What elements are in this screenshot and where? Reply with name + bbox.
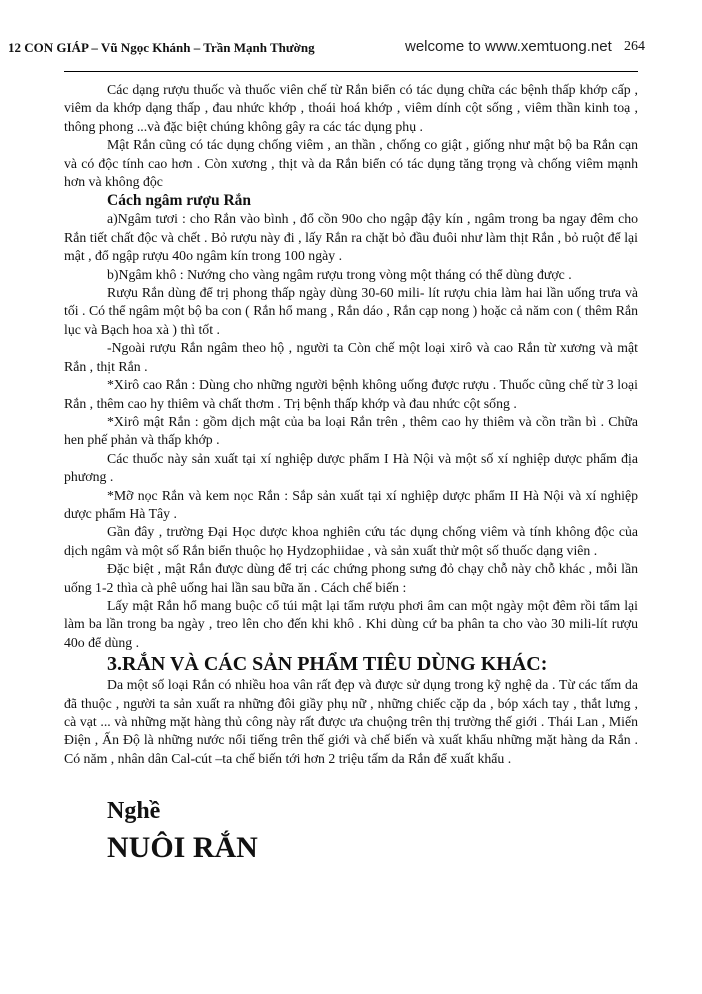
paragraph: Da một số loại Rắn có nhiều hoa vân rất đẹp và được sử dụng trong kỹ nghệ da . Từ các tấm da đã thuộc , người ta sản xuất ra những đôi giầy phụ nữ , những chiếc cặp da , bóp xách tay , thắt lưng , cà vạt ... và những mặt hàng thủ công này rất được ưa chuộng trên thị trường thế giới . Thái Lan , Miến Điện , Ấn Độ là những nước nổi tiếng trên thế giới và chế biến và xuất khẩu những mặt hàng da Rắn . Có năm , nhân dân Cal-cút –ta chế biến tới hơn 2 triệu tấm da Rắn để xuất khẩu . [64,677,638,766]
section-heading: 3.RẮN VÀ CÁC SẢN PHẨM TIÊU DÙNG KHÁC: [107,653,548,676]
chapter-title-line2: NUÔI RẮN [107,831,258,865]
paragraph: a)Ngâm tươi : cho Rắn vào bình , đổ cồn 90o cho ngập đậy kín , ngâm trong ba ngay đêm cho Rắn tiết chất độc và chết . Bỏ rượu này đi , lấy Rắn ra chặt bỏ đầu đuôi như làm thịt Rắn , bỏ ruột để lại mật , đổ ngập rượu 40o ngâm kín trong 100 ngày . [64,211,638,264]
page-body [64,81,638,866]
paragraph: *Xirô cao Rắn : Dùng cho những người bệnh không uống được rượu . Thuốc cũng chế từ 3 loại Rắn , thêm cao hy thiêm và chất thơm . Trị bệnh thấp khớp và đau nhức cột sống . [64,377,638,411]
paragraph: Lấy mật Rắn hổ mang buộc cổ túi mật lại tẩm rượu phơi âm can một ngày một đêm rồi tẩm lại làm ba lần trong ba ngày , treo lên cho đến khi khô . Khi dùng cứ ba phân ta cho vào 30 mili-lít rượu 40o để dùng . [64,597,638,650]
header-rule [64,71,638,72]
book-title: 12 CON GIÁP – Vũ Ngọc Khánh – Trần Mạnh Thường [8,40,315,55]
paragraph: Mật Rắn cũng có tác dụng chống viêm , an thần , chống co giật , giống như mật bộ ba Rắn cạn và có độc tính cao hơn . Còn xương , thịt và da Rắn biển có tác dụng tăng trọng và chống viêm mạnh hơn và không độc [64,137,638,190]
paragraph: Rượu Rắn dùng để trị phong thấp ngày dùng 30-60 mili- lít rượu chia làm hai lần uống trưa và tối . Có thể ngâm một bộ ba con ( Rắn hổ mang , Rắn dáo , Rắn cạp nong ) hoặc cả năm con ( thêm Rắn lục và Bạch hoa xà ) thì tốt . [64,285,638,337]
paragraph: -Ngoài rượu Rắn ngâm theo hộ , người ta Còn chế một loại xirô và cao Rắn từ xương và mật Rắn , thịt Rắn . [64,340,638,374]
paragraph: b)Ngâm khô : Nướng cho vàng ngâm rượu trong vòng một tháng có thể dùng được . [107,266,572,282]
page-header [8,40,698,60]
paragraph: Gần đây , trường Đại Học dược khoa nghiên cứu tác dụng chống viêm và tính không độc của dịch ngâm và một số Rắn biển thuộc họ Hydzophiidae , và sản xuất thử một số thuốc dạng viên . [64,524,638,558]
subheading: Cách ngâm rượu Rắn [107,192,252,210]
paragraph: Đặc biệt , mật Rắn được dùng để trị các chứng phong sưng đỏ chạy chỗ này chỗ khác , mỗi lần uống 1-2 thìa cà phê uống hai lần sau bữa ăn . Cách chế biến : [64,561,638,595]
paragraph: *Xirô mật Rắn : gồm dịch mật của ba loại Rắn trên , thêm cao hy thiêm và cồn trần bì . Chữa hen phế phản và thấp khớp . [64,413,638,448]
chapter-title-line1: Nghề [107,798,161,825]
paragraph: *Mỡ nọc Rắn và kem nọc Rắn : Sắp sản xuất tại xí nghiệp dược phẩm II Hà Nội và xí nghiệp dược phẩm Hà Tây . [64,487,638,521]
paragraph: Các dạng rượu thuốc và thuốc viên chế từ Rắn biển có tác dụng chữa các bệnh thấp khớp cấp , viêm da khớp dạng thấp , đau nhức khớp , thoái hoá khớp , viêm dính cột sống , viêm thần kinh toạ , thông phong ...và đặc biệt chúng không gây ra các tác dụng phụ . [64,82,638,134]
page-number: 264 [624,39,645,54]
website-watermark: welcome to www.xemtuong.net [405,38,612,55]
paragraph: Các thuốc này sản xuất tại xí nghiệp dược phẩm I Hà Nội và một số xí nghiệp dược phẩm địa phương . [64,450,638,485]
